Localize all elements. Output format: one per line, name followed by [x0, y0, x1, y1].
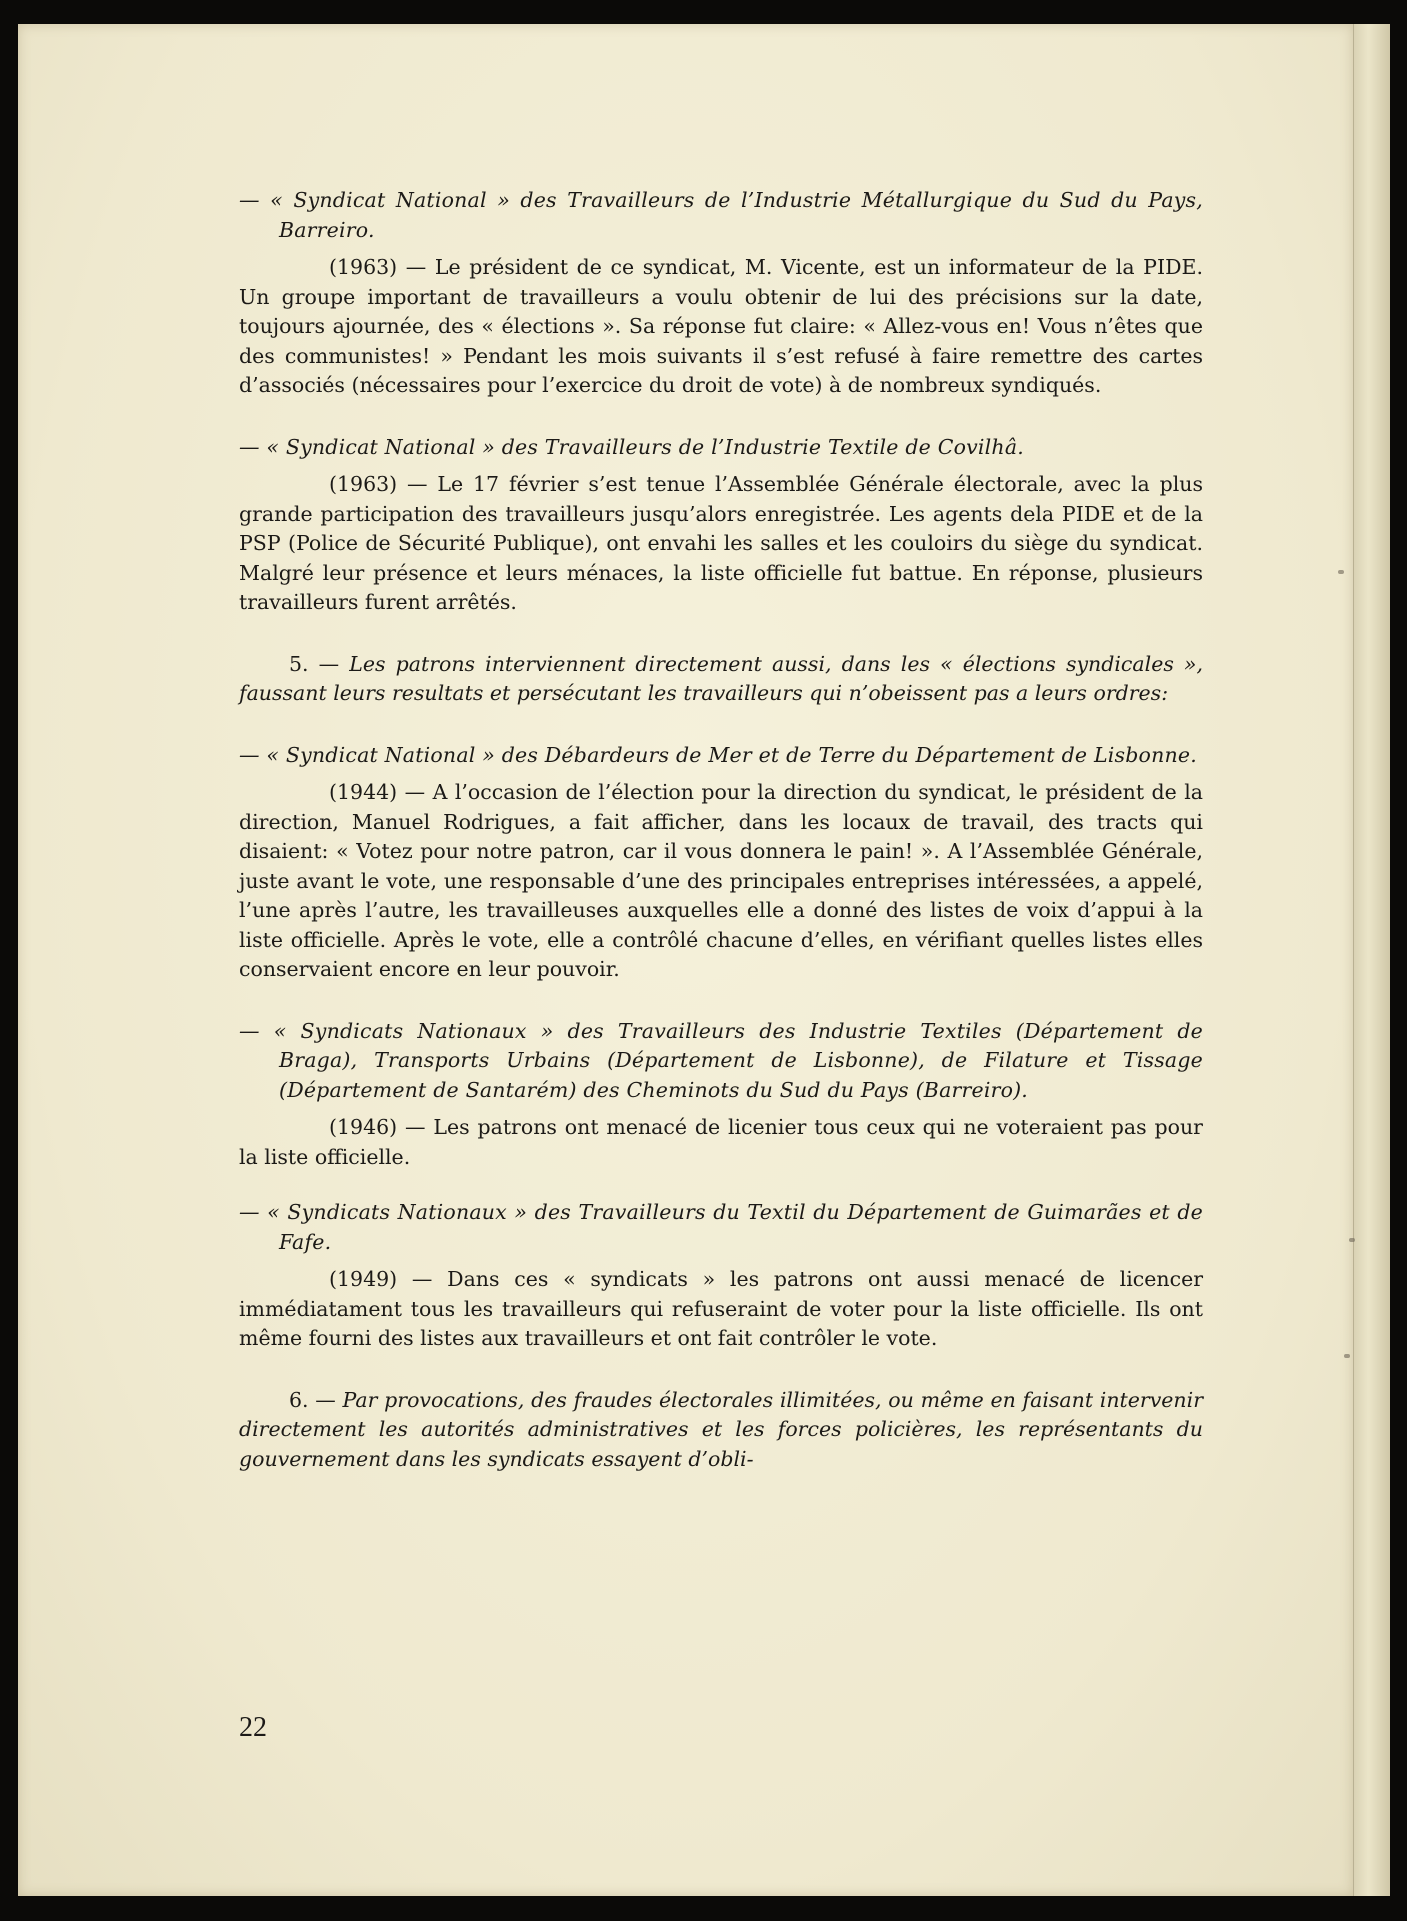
entry-title: — « Syndicats Nationaux » des Travailleurs des Industrie Textiles (Département de Braga), Transports Urbains (Département de Lisbonne), de Filature et Tissage (Département de Santarém) des Cheminots du Sud du Pays (Barreiro).: [239, 1018, 1203, 1102]
section-text: Par provocations, des fraudes électorales illimitées, ou même en faisant intervenir directement les autorités administratives et les forces policières, les représentants du gouvernement dans les syndicats essayent d’obli-: [239, 1387, 1203, 1471]
entry-body: (1963) — Le président de ce syndicat, M. Vicente, est un informateur de la PIDE. Un groupe important de travailleurs a voulu obtenir de lui des précisions sur la date, toujours ajournée, des « élections ». Sa réponse fut claire: « Allez-vous en! Vous n’êtes que des communistes! » Pendant les mois suivants il s’est refusé à faire remettre des cartes d’associés (nécessaires pour l’exercice du droit de vote) à de nombreux syndiqués.: [239, 255, 1203, 397]
page-edge: [1353, 24, 1390, 1896]
entry-body: (1944) — A l’occasion de l’élection pour la direction du syndicat, le président de la direction, Manuel Rodrigues, a fait afficher, dans les locaux de travail, des tracts qui disaient: « Votez pour notre patron, car il vous donnera le pain! ». A l’Assemblée Générale, juste avant le vote, une responsable d’une des principales entreprises intéressées, a appelé, l’une après l’autre, les travailleuses auxquelles elle a donné des listes de voix d’appui à la liste officielle. Après le vote, elle a contrôlé chacune d’elles, en vérifiant quelles listes elles conservaient encore en leur pouvoir.: [239, 780, 1203, 981]
entry-title: — « Syndicat National » des Travailleurs de l’Industrie Textile de Covilhâ.: [239, 434, 1024, 459]
paper-speck: [1349, 1238, 1355, 1242]
paper-speck: [1338, 570, 1344, 574]
page-number: 22: [239, 1712, 267, 1743]
entry-body: (1946) — Les patrons ont menacé de licenier tous ceux qui ne voteraient pas pour la liste officielle.: [239, 1115, 1203, 1169]
section-number: 5. —: [289, 651, 340, 676]
entry-title: — « Syndicat National » des Travailleurs de l’Industrie Métallurgique du Sud du Pays, Barreiro.: [239, 188, 1203, 242]
entry-body: (1949) — Dans ces « syndicats » les patrons ont aussi menacé de licencer immédiatament tous les travailleurs qui refuseraint de voter pour la liste officielle. Ils ont même fourni des listes aux travailleurs et ont fait contrôler le vote.: [239, 1267, 1203, 1350]
section-paragraph: [239, 1386, 1203, 1475]
section-text: Les patrons interviennent directement aussi, dans les « élections syndicales », faussant leurs resultats et persécutant les travailleurs qui n’obeissent pas a leurs ordres:: [239, 651, 1203, 705]
document-body: [239, 186, 1203, 1474]
section-number: 6. —: [289, 1387, 336, 1412]
paper-speck: [1344, 1354, 1350, 1358]
entry-title: — « Syndicat National » des Débardeurs de Mer et de Terre du Département de Lisbonne.: [239, 742, 1197, 767]
entry-body: (1963) — Le 17 février s’est tenue l’Assemblée Générale électorale, avec la plus grande participation des travailleurs jusqu’alors enregistrée. Les agents dela PIDE et de la PSP (Police de Sécurité Publique), ont envahi les salles et les couloirs du siège du syndicat. Malgré leur présence et leurs ménaces, la liste officielle fut battue. En réponse, plusieurs travailleurs furent arrêtés.: [239, 472, 1203, 614]
section-paragraph: [239, 650, 1203, 709]
entry-title: — « Syndicats Nationaux » des Travailleurs du Textil du Département de Guimarães et de Fafe.: [239, 1200, 1203, 1254]
